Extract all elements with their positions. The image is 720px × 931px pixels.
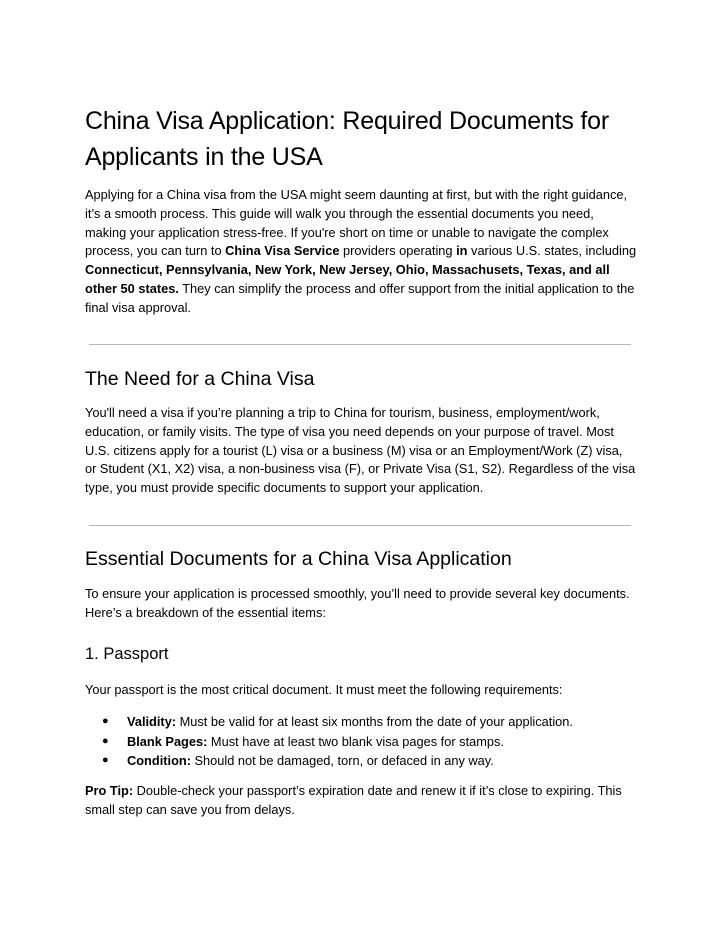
- bullet-icon: ●: [102, 715, 109, 727]
- list-item: [85, 732, 637, 752]
- intro-bold-states: Connecticut, Pennsylvania, New York, New Jersey, Ohio, Massachusets, Texas, and all other 50 states.: [85, 262, 610, 296]
- passport-paragraph-block: [85, 681, 637, 700]
- list-item-label: Condition:: [127, 753, 191, 768]
- list-item-text: Must be valid for at least six months from the date of your application.: [176, 714, 573, 729]
- intro-paragraph: [85, 186, 637, 318]
- section-divider: [89, 344, 631, 345]
- essential-paragraph: To ensure your application is processed smoothly, you’ll need to provide several key documents. Here’s a breakdown of the essential items:: [85, 586, 630, 620]
- essential-paragraph-block: [85, 585, 637, 623]
- intro-bold-china-visa-service: China Visa Service: [225, 243, 340, 259]
- subsection-heading-passport: 1. Passport: [85, 645, 169, 663]
- need-paragraph: You'll need a visa if you’re planning a trip to China for tourism, business, employment/work, education, or family visits. The type of visa you need depends on your purpose of travel. Most U.S. citizens apply for a tourist (L) visa or a business (M) visa or an Employment/Work (Z) visa, or Student (X1, X2) visa, a non-business visa (F), or Private Visa (S1, S2). Regardless of the visa type, you must provide specific documents to support your application.: [85, 405, 636, 496]
- list-item-text: Should not be damaged, torn, or defaced in any way.: [190, 753, 494, 768]
- bullet-icon: ●: [102, 734, 109, 747]
- pro-tip-text: Double-check your passport’s expiration date and renew it if it’s close to expiring. This small step can save you from delays.: [85, 783, 622, 817]
- passport-requirements-list: [85, 712, 637, 771]
- document-title-block: [85, 103, 637, 175]
- need-paragraph-block: [85, 404, 637, 498]
- list-item-text: Must have at least two blank visa pages for stamps.: [207, 733, 504, 749]
- list-item-label: Blank Pages:: [127, 733, 208, 749]
- passport-section: [85, 643, 637, 665]
- intro-text-3: various U.S. states, including: [467, 243, 637, 259]
- list-item: [85, 712, 637, 732]
- intro-text-2: providers operating: [339, 243, 457, 259]
- bullet-icon: ●: [102, 754, 109, 766]
- passport-requirements-list-block: [85, 712, 637, 771]
- section-heading-essential: Essential Documents for a China Visa Application: [85, 548, 512, 570]
- list-item: [85, 751, 637, 771]
- passport-paragraph: Your passport is the most critical document. It must meet the following requirements:: [85, 682, 563, 697]
- list-item-label: Validity:: [127, 714, 177, 729]
- intro-text-4: They can simplify the process and offer support from the initial application to the final visa approval.: [85, 280, 635, 315]
- section-divider: [89, 525, 631, 526]
- page-title: China Visa Application: Required Documents for Applicants in the USA: [85, 107, 609, 171]
- pro-tip-block: [85, 782, 637, 820]
- pro-tip-paragraph: [85, 782, 637, 820]
- intro-text-1: Applying for a China visa from the USA might seem daunting at first, but with the right guidance, it’s a smooth process. This guide will walk you through the essential documents you need, making your application stress-free. If you're short on time or unable to navigate the complex process, you can turn to: [85, 187, 628, 259]
- need-section: [85, 366, 637, 392]
- section-heading-need: The Need for a China Visa: [85, 368, 315, 390]
- intro-bold-in: in: [456, 243, 468, 259]
- essential-section: [85, 546, 637, 572]
- intro-paragraph-block: [85, 186, 637, 318]
- pro-tip-label: Pro Tip:: [85, 783, 134, 798]
